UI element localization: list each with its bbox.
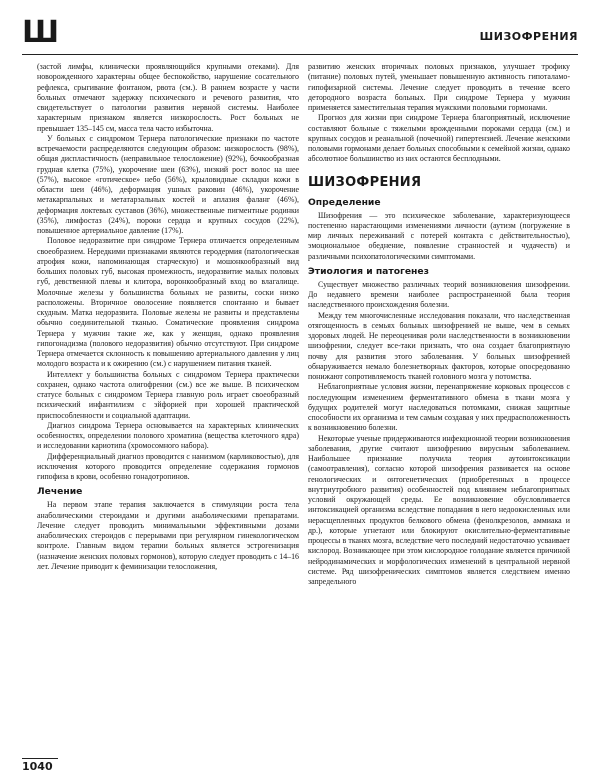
article-title: ШИЗОФРЕНИЯ (308, 174, 422, 190)
heading-treatment: Лечение (37, 486, 83, 498)
heading-etiology: Этиология и патогенез (308, 265, 429, 277)
paragraph: Между тем многочисленные исследования показали, что наследственная отягощенность в семьях больных шизофренией не выше, чем в семьях здоровых людей. Не переоценивая роли наследственности в возникновении шизофрении, следует все-таки признать, что она создает благоприятную почву для развития этого заболевания. У больных шизофренией обнаруживается немало болезнетворных факторов, которые опосредованно понижают сопротивляемость тканей головного мозга у потомства. (308, 310, 570, 381)
left-column (37, 62, 299, 752)
paragraph: (застой лимфы, клинически проявляющийся крупными отеками). Для новорожденного характерны общее беспокойство, нарушение сосательного рефлекса, срыгивание фонтаном, рвота (см.). В раннем возрасте у части больных отмечают задержку психического и речевого развития, что свидетельствует о патологии развития нервной системы. Наиболее характерным признаком является низкорослость. Рост больных не превышает 135–145 см, масса тела часто избыточна. (37, 62, 299, 133)
paragraph: Дифференциальный диагноз проводится с нанизмом (карликовостью), для исключения которого проводится определение содержания гормонов гипофиза в крови, особенно гонадотропинов. (37, 451, 299, 481)
paragraph: Существует множество различных теорий возникновения шизофрении. До недавнего времени наиболее распространенной была теория наследственного происхождения болезни. (308, 279, 570, 310)
paragraph: Неблагоприятные условия жизни, перенапряжение корковых процессов с последующим изменением ферментативного обмена в ткани мозга у будущих родителей могут наследоваться потомками, снижая защитные способности их организма и тем самым создавая у них предрасположенность к возникновению болезни. (308, 382, 570, 433)
paragraph: У больных с синдромом Тернера патологические признаки по частоте встречаемости распределяются следующим образом: низкорослость (98%), общая диспластичность (неправильное телосложение) (92%), бочкообразная грудная клетка (75%), укорочение шеи (63%), низкий рост волос на шее (57%), высокое «готическое» небо (56%), крыловидные складки кожи в области шеи (46%), деформация ушных раковин (46%), укорочение метакарпальных и метатарзальных костей и аплазия фаланг (46%), деформация локтевых суставов (36%), множественные пигментные родинки (35%), лимфостаз (24%), пороки сердца и крупных сосудов (22%), повышенное артериальное давление (17%). (37, 133, 299, 235)
page-number: 1040 (22, 760, 53, 773)
paragraph: Половое недоразвитие при синдроме Тернера отличается определенным своеобразием. Нередкими признаками являются геродермия (патологическая атрофия кожи, напоминающая старческую) и мошонкообразный вид больших половых губ, высокая промежность, недоразвитие малых половых губ, девственной плевы и клитора, воронкообразный вход во влагалище. Молочные железы у большинства больных не развиты, соски низко расположены. Вторичное оволосение появляется спонтанно и бывает скудным. Матка недоразвита. Половые железы не развиты и представлены обычно соединительной тканью. Соматические проявления синдрома Тернера у мужчин такие же, как у женщин, однако проявления гипогонадизма (полового недоразвития) обычно отсутствуют. При синдроме Тернера отмечается склонность к повышению артериального давления у лиц молодого возраста и к ожирению (см.) с нарушением питания тканей. (37, 236, 299, 369)
section-letter: Ш (22, 15, 59, 50)
footer-rule (22, 758, 58, 759)
paragraph: Интеллект у большинства больных с синдромом Тернера практически сохранен, однако частота олигофрении (см.) все же выше. В психическом статусе больных с синдромом Тернера главную роль играет своеобразный психический инфантилизм с эйфорией при хорошей практической приспособленности и социальной адаптации. (37, 369, 299, 420)
paragraph: Шизофрения — это психическое заболевание, характеризующееся постепенно нарастающими изменениями личности (аутизм (погружение в мир личных переживаний с потерей контакта с действительностью), эмоциональное обеднение, появление странностей и чудачеств) и различными психопатологическими симптомами. (308, 210, 570, 261)
heading-definition: Определение (308, 196, 381, 208)
paragraph: Некоторые ученые придерживаются инфекционной теории возникновения заболевания, другие считают шизофрению вирусным заболеванием. Наибольшее признание получила теория аутоинтоксикации (самоотравления), согласно которой шизофрения развивается на основе генологических и онтогенетических (приобретенных в процессе внутриутробного развития) особенностей под влиянием неблагоприятных условий окружающей среды. Ее возникновение обусловливается интоксикацией организма вследствие попадания в него недоокисленных или нерасщепленных продуктов белкового обмена (фенолкрезолов, аммиака и др.), которые угнетают или блокируют окислительно-ферментативные процессы в тканях мозга, вследствие чего последний недостаточно усваивает кислород. Возникающее при этом кислородное голодание является причиной нейродинамических и морфологических изменений в центральной нервной системе. Ряд шизофренических симптомов является следствием именно запредельного (308, 433, 570, 586)
running-title: ШИЗОФРЕНИЯ (479, 30, 578, 43)
paragraph: Диагноз синдрома Тернера основывается на характерных клинических особенностях, определении полового хроматина (вещества клеточного ядра) и исследовании кариотипа (хромосомного набора). (37, 420, 299, 451)
paragraph: На первом этапе терапия заключается в стимуляции роста тела анаболическими стероидами и другими анаболическими препаратами. Лечение следует проводить минимальными эффективными дозами анаболических стероидов с перерывами при регулярном гинекологическом контроле. Главным видом терапии больных является эстрогенизация (назначение женских половых гормонов), которую следует проводить с 14–16 лет. Лечение приводит к феминизации телосложения, (37, 500, 299, 571)
header-rule (22, 54, 578, 55)
paragraph: развитию женских вторичных половых признаков, улучшает трофику (питание) половых путей, уменьшает повышенную активность гипоталамо-гипофизарной системы. Лечение следует проводить в течение всего детородного возраста больных. При синдроме Тернера у мужчин применяется заместительная терапия мужскими половыми гормонами. (308, 62, 570, 112)
paragraph: Прогноз для жизни при синдроме Тернера благоприятный, исключение составляют больные с тяжелыми врожденными пороками сердца (см.) и крупных сосудов и реанальной (почечной) гипертензией. Лечение женскими половыми гормонами делает больных способными к семейной жизни, однако абсолютное большинство из них остаются бесплодными. (308, 113, 570, 164)
right-column (308, 62, 570, 752)
